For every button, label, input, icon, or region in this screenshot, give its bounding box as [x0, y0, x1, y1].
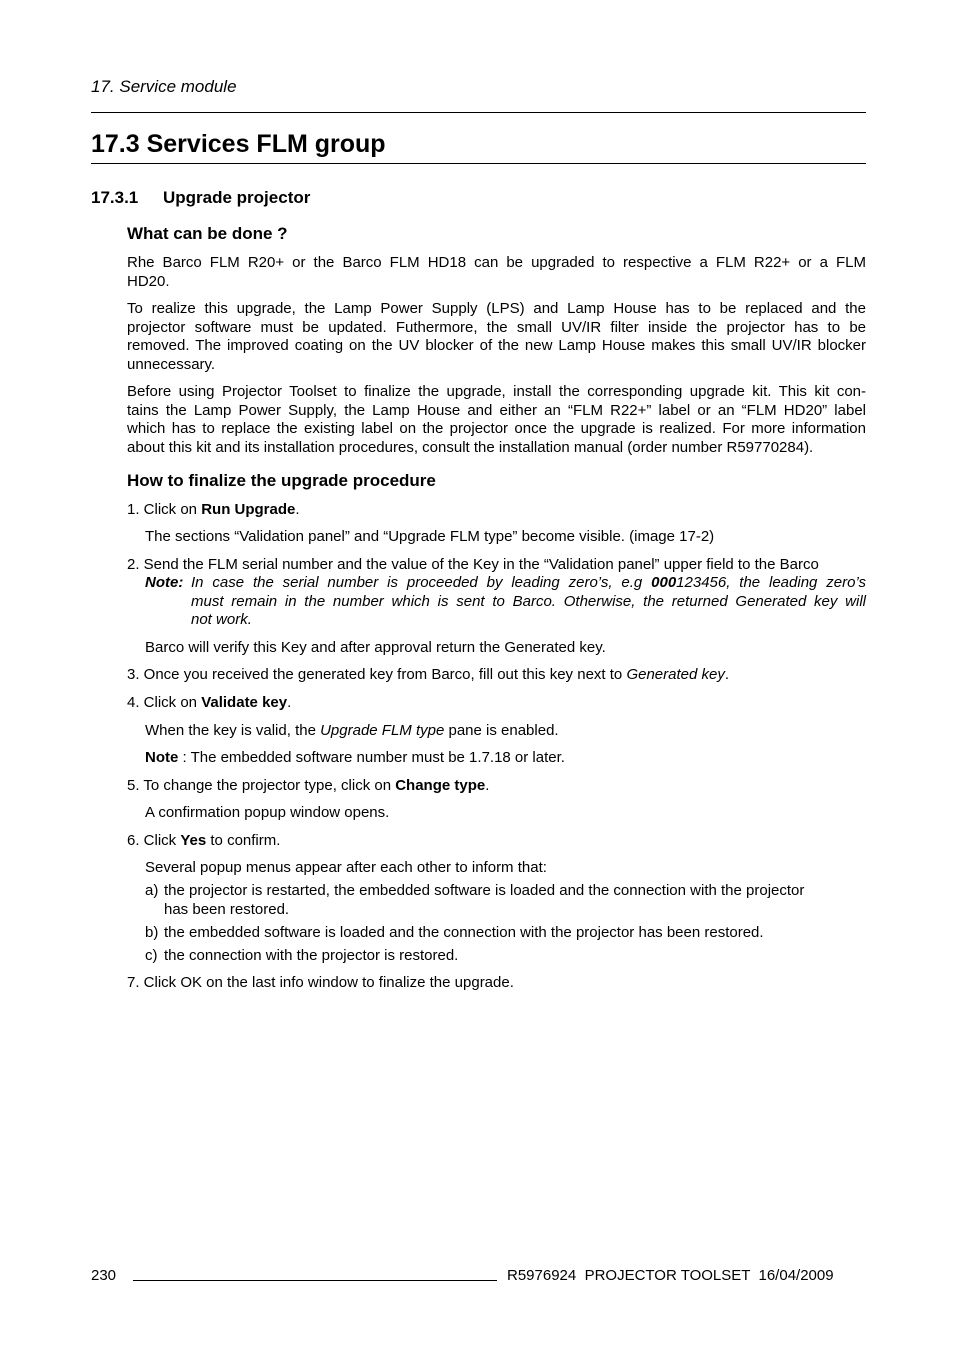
footer-rule [133, 1280, 497, 1281]
step-1 [127, 501, 300, 520]
step-6 [127, 832, 280, 851]
step-text: . [287, 694, 292, 711]
paragraph-line: Rhe Barco FLM R20+ or the Barco FLM HD18 can be upgraded to respective a FLM R22+ or a FLM [127, 254, 866, 271]
howto-heading: How to finalize the upgrade procedure [127, 471, 436, 490]
note-bold: 000 [651, 574, 677, 591]
step-text: pane is enabled. [444, 722, 559, 739]
step-4-note [145, 749, 565, 768]
note-line: not work. [191, 611, 252, 628]
page-number: 230 [91, 1267, 117, 1284]
what-paragraph-3 [127, 383, 866, 457]
sub-item-c [145, 947, 866, 966]
step-text: 1. Click on [127, 501, 202, 518]
paragraph-line: HD20. [127, 272, 170, 290]
step-text: 4. Click on [127, 694, 202, 711]
sub-item-b [145, 924, 866, 943]
step-text: 3. Once you received the generated key from Barco, fill out this key next to [127, 666, 627, 683]
step-text: to confirm. [206, 832, 281, 849]
step-5-info: A confirmation popup window opens. [145, 804, 390, 821]
step-text: . [295, 501, 300, 518]
step-2: 2. Send the FLM serial number and the value of the Key in the “Validation panel” upper field to the Barco [127, 556, 819, 573]
paragraph-line: To realize this upgrade, the Lamp Power Supply (LPS) and Lamp House has to be replaced and the [127, 300, 866, 317]
what-paragraph-1 [127, 254, 866, 291]
what-heading: What can be done ? [127, 224, 288, 243]
paragraph-line: which has to replace the existing label on the projector once the upgrade is realized. For more information [127, 420, 866, 437]
subsection-heading [91, 188, 310, 208]
upgrade-flm-type-label: Upgrade FLM type [320, 722, 445, 739]
note-line: must remain in the number which is sent to Barco. Otherwise, the returned Generated key will [191, 592, 866, 610]
step-5 [127, 777, 489, 796]
note-line [191, 574, 866, 593]
step-6-info: Several popup menus appear after each other to inform that: [145, 859, 547, 876]
step-3 [127, 666, 729, 685]
running-head: 17. Service module [91, 77, 237, 96]
step-text: 5. To change the projector type, click on [127, 777, 396, 794]
note-body [191, 574, 866, 630]
paragraph-line: Before using Projector Toolset to finalize the upgrade, install the corresponding upgrade kit. This kit con- [127, 383, 866, 400]
step-1-info: The sections “Validation panel” and “Upgrade FLM type” become visible. (image 17-2) [145, 528, 715, 545]
step-4-info [145, 722, 559, 741]
sub-item-text: the connection with the projector is restored. [164, 947, 459, 964]
paragraph-line: removed. The improved coating on the UV blocker of the new Lamp House makes this small UV/IR blocker [127, 337, 866, 354]
step-text: When the key is valid, the [145, 722, 321, 739]
run-upgrade-label: Run Upgrade [201, 501, 296, 518]
section-rule [91, 163, 866, 164]
yes-label: Yes [180, 832, 207, 849]
subsection-title: Upgrade projector [163, 188, 311, 207]
paragraph-line: about this kit and its installation procedures, consult the installation manual (order number R59770284). [127, 438, 814, 456]
paragraph-line: tains the Lamp Power Supply, the Lamp House and either an “FLM R22+” label or an “FLM HD20” label [127, 401, 866, 419]
sub-item-label: a) [145, 882, 159, 899]
step-7: 7. Click OK on the last info window to finalize the upgrade. [127, 974, 514, 991]
sub-item-text: the projector is restarted, the embedded software is loaded and the connection with the projector [164, 882, 805, 899]
generated-key-label: Generated key [626, 666, 725, 683]
paragraph-line: projector software must be updated. Futhermore, the small UV/IR filter inside the projector has to be [127, 318, 866, 336]
step-text: 6. Click [127, 832, 181, 849]
note-label: Note [145, 749, 179, 766]
what-paragraph-2 [127, 300, 866, 374]
step-4 [127, 694, 291, 713]
validate-key-label: Validate key [201, 694, 288, 711]
sub-item-label: b) [145, 924, 159, 941]
note-text: 123456, the leading zero’s [676, 574, 867, 591]
sub-item-text: the embedded software is loaded and the connection with the projector has been restored. [164, 924, 764, 941]
change-type-label: Change type [395, 777, 486, 794]
note-label: Note: [145, 574, 184, 591]
paragraph-line: unnecessary. [127, 355, 216, 373]
step-text: . [485, 777, 490, 794]
subsection-number: 17.3.1 [91, 188, 139, 207]
sub-item-label: c) [145, 947, 158, 964]
note-text: In case the serial number is proceeded by leading zero’s, e.g [191, 574, 652, 591]
step-2-info: Barco will verify this Key and after approval return the Generated key. [145, 639, 606, 656]
section-title: 17.3 Services FLM group [91, 130, 386, 158]
header-rule [91, 112, 866, 113]
note-text: : The embedded software number must be 1.7.18 or later. [178, 749, 565, 766]
step-text: . [724, 666, 730, 683]
footer-doc-info: R5976924 PROJECTOR TOOLSET 16/04/2009 [507, 1267, 834, 1284]
sub-item-a-continued: has been restored. [164, 901, 290, 918]
sub-item-a [145, 882, 866, 901]
